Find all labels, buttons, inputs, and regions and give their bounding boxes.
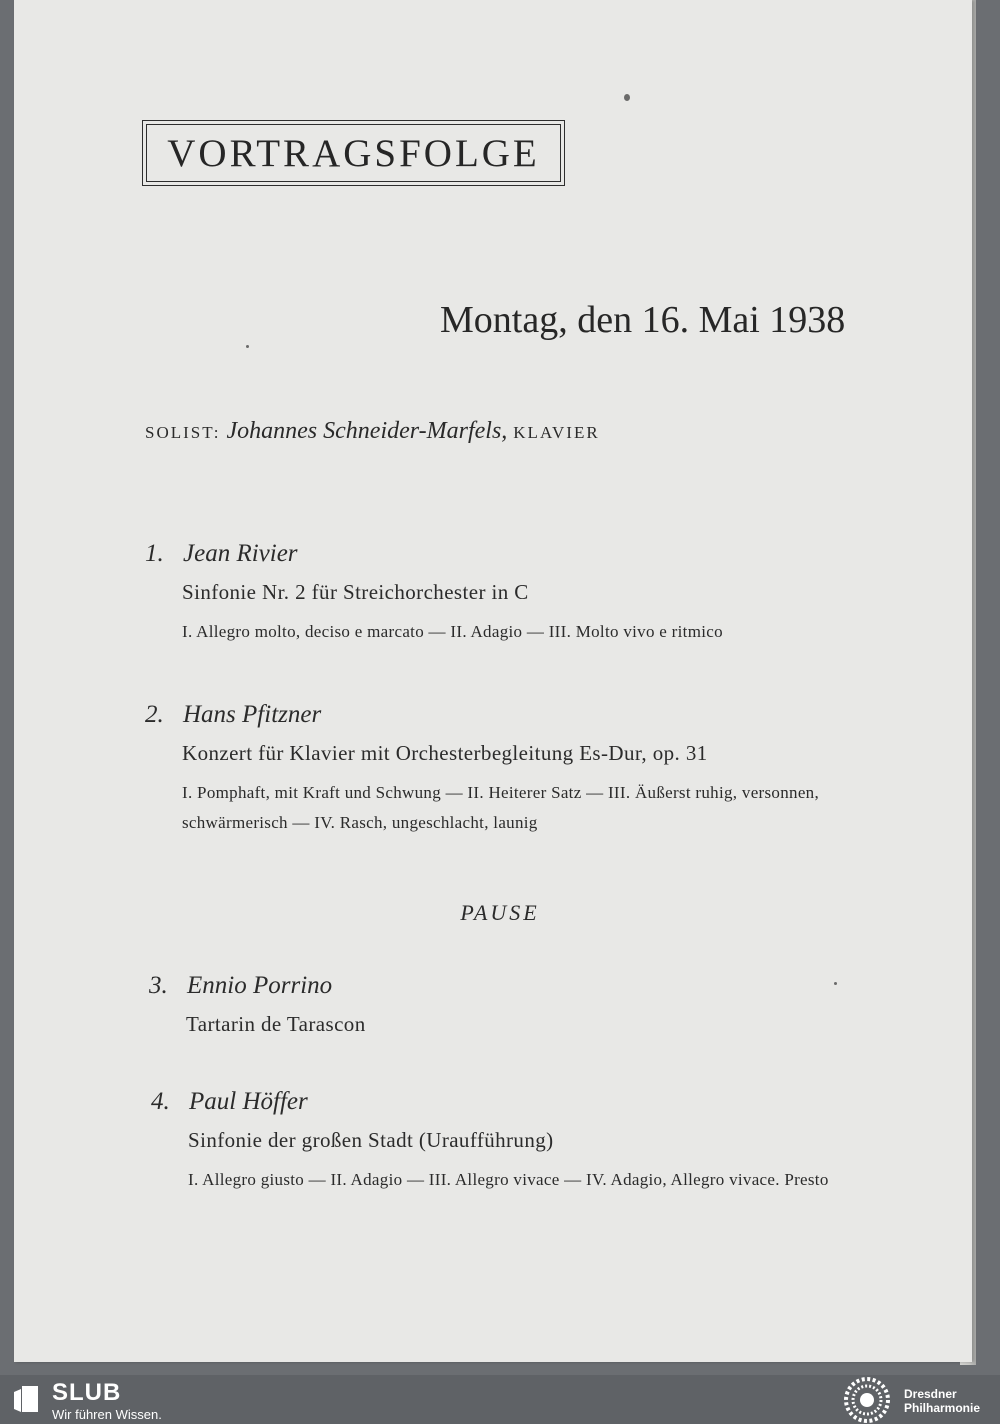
concert-date: Montag, den 16. Mai 1938 bbox=[440, 299, 846, 341]
program-item bbox=[145, 701, 882, 838]
heading-frame bbox=[142, 120, 565, 186]
work-title: Tartarin de Tarascon bbox=[186, 1012, 366, 1036]
movement-list: I. Pomphaft, mit Kraft und Schwung — II. Heiterer Satz — III. Äußerst ruhig, versonnen, schwärmerisch — IV. Rasch, ungeschlacht, launig bbox=[182, 783, 820, 832]
program-item-number: 2. bbox=[145, 701, 164, 728]
composer-name: Jean Rivier bbox=[183, 540, 298, 567]
intermission-label: PAUSE bbox=[460, 900, 540, 925]
paper-speck bbox=[624, 94, 630, 101]
program-item-heading bbox=[145, 701, 882, 729]
program-item bbox=[149, 972, 366, 1037]
partner-name bbox=[904, 1387, 980, 1415]
library-name: SLUB bbox=[52, 1379, 122, 1406]
program-item-number: 3. bbox=[149, 972, 168, 999]
movement-list: I. Allegro giusto — II. Adagio — III. Allegro vivace — IV. Adagio, Allegro vivace. Presto bbox=[188, 1170, 829, 1189]
program-item-number: 4. bbox=[151, 1088, 170, 1115]
composer-name: Ennio Porrino bbox=[187, 972, 333, 999]
library-tagline: Wir führen Wissen. bbox=[52, 1407, 162, 1422]
soloist-instrument: KLAVIER bbox=[513, 423, 600, 442]
composer-name: Hans Pfitzner bbox=[183, 701, 322, 728]
composer-name: Paul Höffer bbox=[189, 1088, 308, 1115]
footer-bar bbox=[0, 1375, 1000, 1424]
work-title: Sinfonie der großen Stadt (Uraufführung) bbox=[188, 1128, 554, 1152]
program-item-heading bbox=[149, 972, 366, 1000]
partner-name-line: Philharmonie bbox=[904, 1401, 981, 1415]
program-item-heading bbox=[145, 540, 882, 568]
soloist-line bbox=[145, 418, 600, 445]
page-heading: VORTRAGSFOLGE bbox=[167, 131, 540, 175]
paper-speck bbox=[246, 345, 249, 348]
soloist-name: Johannes Schneider-Marfels, bbox=[226, 418, 508, 444]
program-item-number: 1. bbox=[145, 540, 164, 567]
movement-list: I. Allegro molto, deciso e marcato — II. Adagio — III. Molto vivo e ritmico bbox=[182, 622, 723, 641]
paper-speck bbox=[834, 982, 837, 985]
work-title: Sinfonie Nr. 2 für Streichorchester in C bbox=[182, 580, 529, 604]
work-title: Konzert für Klavier mit Orchesterbegleitung Es-Dur, op. 31 bbox=[182, 741, 708, 765]
book-icon bbox=[12, 1384, 40, 1414]
program-item-heading bbox=[151, 1088, 888, 1116]
partner-name-line: Dresdner bbox=[904, 1387, 957, 1401]
program-item bbox=[151, 1088, 888, 1195]
program-item bbox=[145, 540, 882, 647]
soloist-label: SOLIST: bbox=[145, 423, 221, 442]
sunburst-icon bbox=[840, 1377, 894, 1423]
